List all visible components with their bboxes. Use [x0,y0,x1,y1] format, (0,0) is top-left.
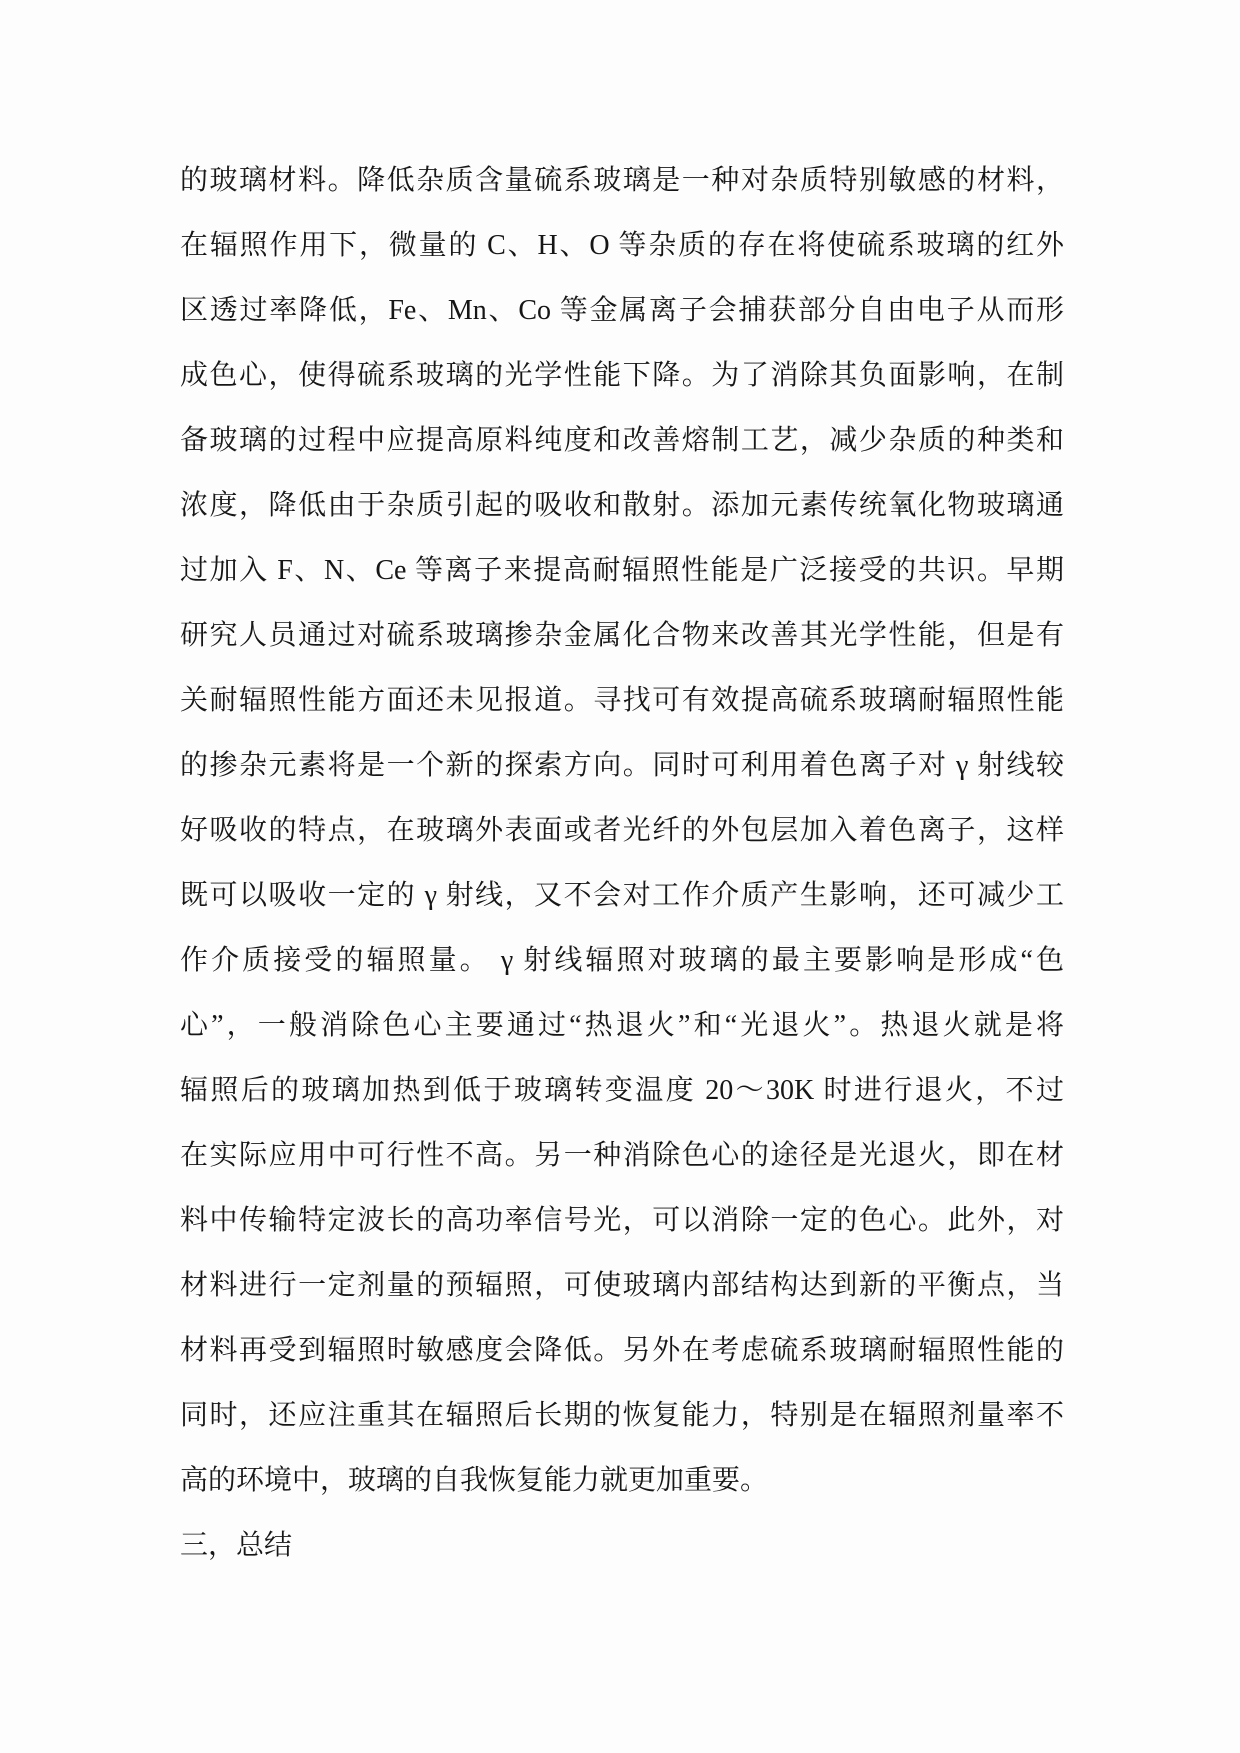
text-line: 区透过率降低，Fe、Mn、Co 等金属离子会捕获部分自由电子从而形 [180,295,1064,326]
text-line: 材料进行一定剂量的预辐照，可使玻璃内部结构达到新的平衡点，当 [180,1270,1064,1301]
text-line: 的玻璃材料。降低杂质含量硫系玻璃是一种对杂质特别敏感的材料， [180,165,1064,196]
text-line: 作介质接受的辐照量。 γ 射线辐照对玻璃的最主要影响是形成“色 [180,945,1064,976]
text-line: 关耐辐照性能方面还未见报道。寻找可有效提高硫系玻璃耐辐照性能 [180,685,1064,716]
section-heading: 三，总结 [180,1530,293,1561]
text-line: 既可以吸收一定的 γ 射线，又不会对工作介质产生影响，还可减少工 [180,880,1064,911]
text-line: 料中传输特定波长的高功率信号光，可以消除一定的色心。此外，对 [180,1205,1064,1236]
text-line: 心”，一般消除色心主要通过“热退火”和“光退火”。热退火就是将 [180,1010,1064,1041]
text-line: 备玻璃的过程中应提高原料纯度和改善熔制工艺，减少杂质的种类和 [180,425,1064,456]
text-line: 研究人员通过对硫系玻璃掺杂金属化合物来改善其光学性能，但是有 [180,620,1064,651]
text-line: 好吸收的特点，在玻璃外表面或者光纤的外包层加入着色离子，这样 [180,815,1064,846]
text-line: 在辐照作用下，微量的 C、H、O 等杂质的存在将使硫系玻璃的红外 [180,230,1064,261]
body-text-block [180,148,1064,1578]
text-line: 过加入 F、N、Ce 等离子来提高耐辐照性能是广泛接受的共识。早期 [180,555,1064,586]
text-line: 在实际应用中可行性不高。另一种消除色心的途径是光退火，即在材 [180,1140,1064,1171]
text-line: 的掺杂元素将是一个新的探索方向。同时可利用着色离子对 γ 射线较 [180,750,1064,781]
text-line: 辐照后的玻璃加热到低于玻璃转变温度 20～30K 时进行退火，不过 [180,1075,1064,1106]
text-line: 浓度，降低由于杂质引起的吸收和散射。添加元素传统氧化物玻璃通 [180,490,1064,521]
text-line: 成色心，使得硫系玻璃的光学性能下降。为了消除其负面影响，在制 [180,360,1064,391]
text-line: 同时，还应注重其在辐照后长期的恢复能力，特别是在辐照剂量率不 [180,1400,1064,1431]
text-line: 材料再受到辐照时敏感度会降低。另外在考虑硫系玻璃耐辐照性能的 [180,1335,1064,1366]
text-line: 高的环境中，玻璃的自我恢复能力就更加重要。 [180,1465,769,1496]
